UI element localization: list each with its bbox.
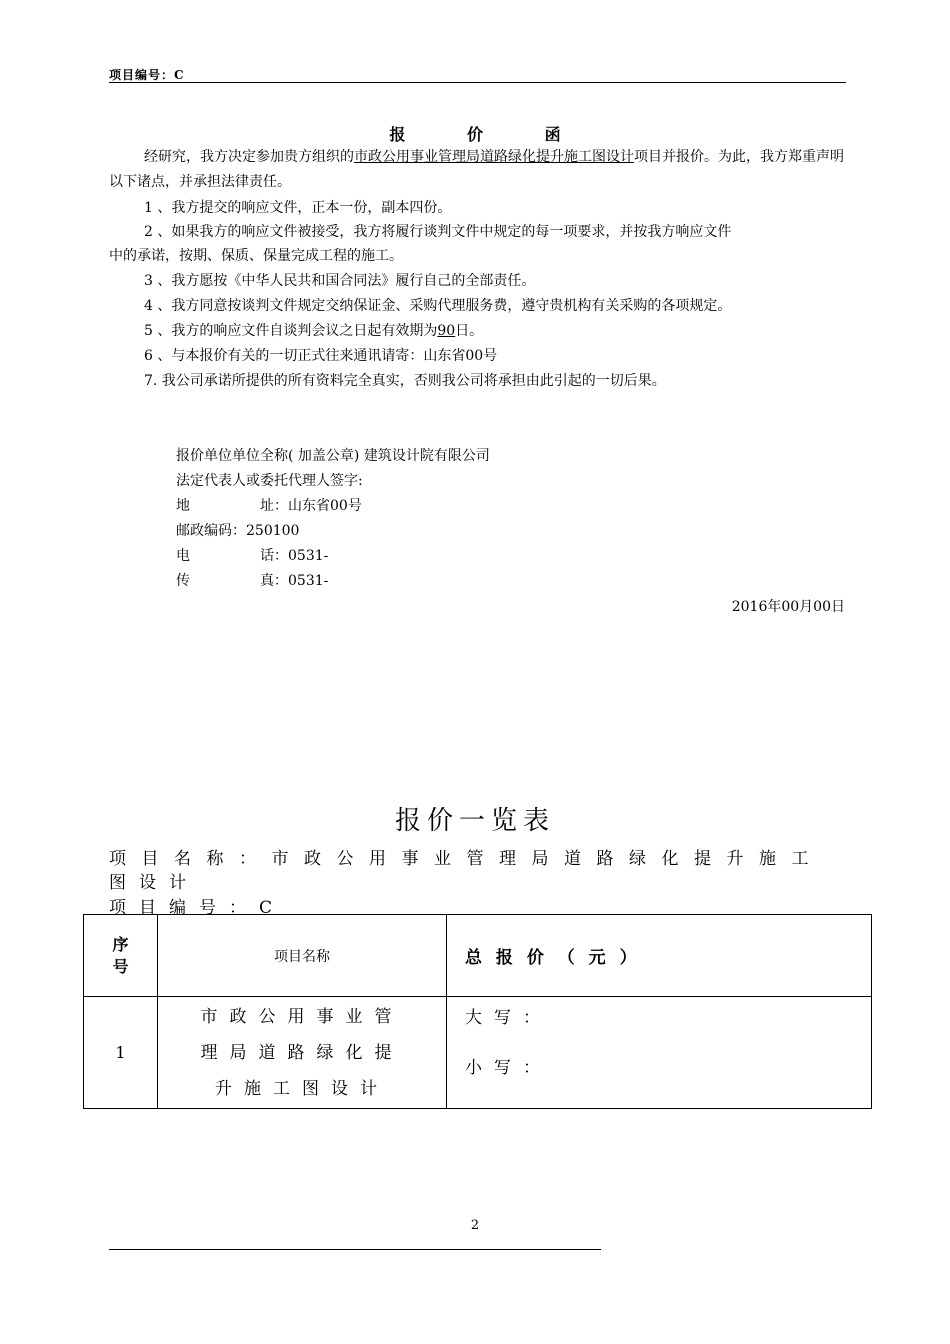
letter-item-1: 1 、我方提交的响应文件，正本一份，副本四份。 xyxy=(144,200,452,216)
quote-project-number: 项目编号：C xyxy=(109,898,286,918)
letter-item-5: 5 、我方的响应文件自谈判会议之日起有效期为90日。 xyxy=(144,323,484,339)
page-number: 2 xyxy=(470,1218,480,1233)
footer-rule xyxy=(109,1249,601,1250)
sig-date: 2016年00月00日 xyxy=(731,599,845,615)
row-project-name: 市政公用事业管 理局道路绿化提 升施工图设计 xyxy=(158,997,447,1109)
quote-table-title: 报价一览表 xyxy=(394,806,555,836)
letter-item-2b: 中的承诺，按期、保质、保量完成工程的施工。 xyxy=(109,248,403,264)
col-header-name: 项目名称 xyxy=(158,915,447,997)
quote-table-header-row xyxy=(84,915,872,997)
letter-title: 报 价 函 xyxy=(389,125,589,144)
header-rule xyxy=(109,82,846,83)
letter-item-7: 7. 我公司承诺所提供的所有资料完全真实，否则我公司将承担由此引起的一切后果。 xyxy=(144,373,666,389)
sig-telephone: 电 话：0531- xyxy=(176,548,329,564)
project-name-underlined: 市政公用事业管理局道路绿化提升施工图设计 xyxy=(354,149,634,165)
header-project-number: 项目编号：C xyxy=(109,68,185,82)
daxie-label: 大写： xyxy=(465,1008,552,1028)
letter-item-2a: 2 、如果我方的响应文件被接受，我方将履行谈判文件中规定的每一项要求，并按我方响应文件 xyxy=(144,224,732,240)
letter-intro: 经研究，我方决定参加贵方组织的市政公用事业管理局道路绿化提升施工图设计项目并报价。为此，我方郑重声明以下诸点，并承担法律责任。 xyxy=(109,149,844,190)
sig-unit: 报价单位单位全称( 加盖公章) 建筑设计院有限公司 xyxy=(176,448,490,464)
quote-project-name-line1: 项目名称：市政公用事业管理局道路绿化提升施工 xyxy=(109,849,824,869)
xiaoxie-label: 小写： xyxy=(465,1058,552,1078)
table-row xyxy=(84,997,872,1109)
sig-representative: 法定代表人或委托代理人签字: xyxy=(176,473,363,489)
col-header-total: 总 报 价 （ 元 ） xyxy=(447,915,872,997)
row-no: 1 xyxy=(84,997,158,1109)
letter-item-3: 3 、我方愿按《中华人民共和国合同法》履行自己的全部责任。 xyxy=(144,273,536,289)
letter-item-6: 6 、与本报价有关的一切正式往来通讯请寄：山东省00号 xyxy=(144,348,498,364)
quote-project-name-line2: 图设计 xyxy=(109,873,199,893)
sig-postcode: 邮政编码：250100 xyxy=(176,523,300,539)
col-header-no: 序号 xyxy=(84,915,158,997)
quote-table xyxy=(83,914,872,1109)
sig-address: 地 址：山东省00号 xyxy=(176,498,362,514)
sig-fax: 传 真：0531- xyxy=(176,573,329,589)
letter-item-4: 4 、我方同意按谈判文件规定交纳保证金、采购代理服务费，遵守贵机构有关采购的各项规定。 xyxy=(144,298,732,314)
row-total xyxy=(447,997,872,1109)
